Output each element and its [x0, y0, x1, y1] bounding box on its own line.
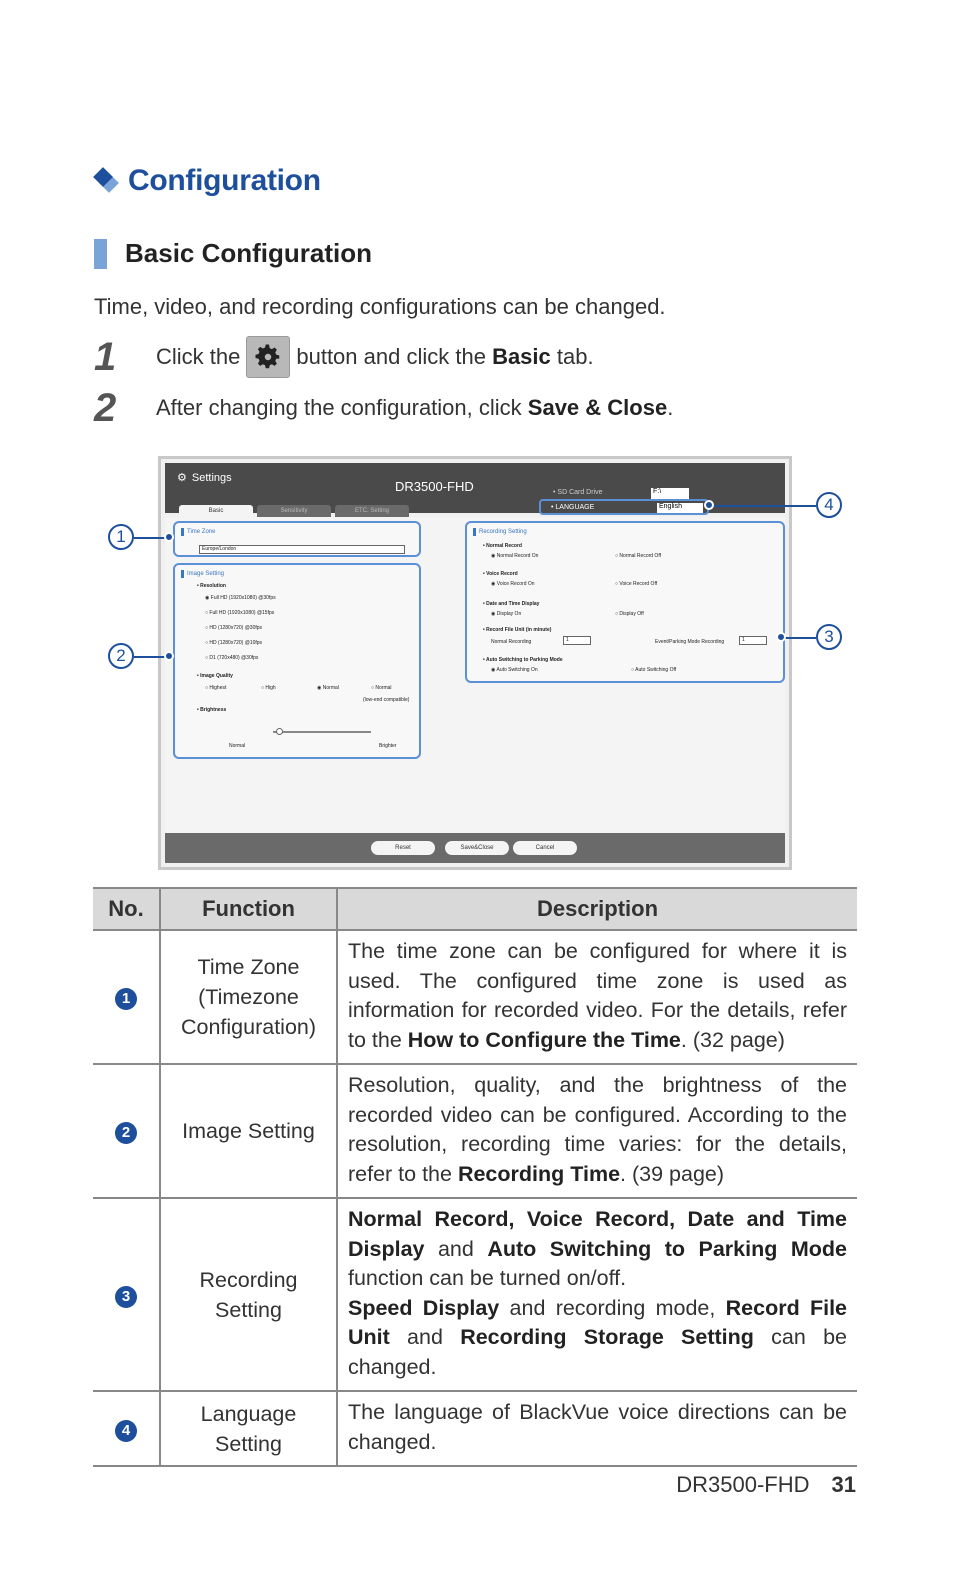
- page-title: Configuration: [128, 164, 321, 197]
- normal-record-off-radio[interactable]: ○ Normal Record Off: [615, 553, 662, 559]
- brightness-min-label: Normal: [229, 743, 246, 749]
- reset-button[interactable]: Reset: [371, 841, 435, 855]
- table-header-row: [93, 888, 857, 930]
- subheading-bar: [94, 239, 107, 269]
- quality-note: (low-end compatible): [363, 697, 410, 703]
- description-text: can be changed.: [348, 1325, 848, 1379]
- callout-dot: [704, 500, 714, 510]
- quality-option[interactable]: ○ Highest: [205, 685, 227, 691]
- step-bold: Save & Close: [527, 395, 668, 420]
- panel-title: Image Setting: [181, 570, 224, 578]
- record-file-unit-label: • Record File Unit (in minute): [483, 627, 552, 633]
- callout-dot: [164, 532, 174, 542]
- option-label: D1 (720x480) @30fps: [209, 655, 259, 661]
- function-line: Configuration): [180, 1015, 317, 1039]
- normal-record-label: • Normal Record: [483, 543, 522, 549]
- settings-tabs: [179, 505, 409, 517]
- row-number-badge: 2: [115, 1122, 137, 1144]
- resolution-option[interactable]: ○ HD (1280x720) @10fps: [205, 640, 263, 646]
- function-line: (Timezone: [198, 985, 299, 1009]
- image-quality-label: • Image Quality: [197, 673, 233, 679]
- slider-knob[interactable]: [276, 728, 283, 735]
- option-label: Full HD (1920x1080) @30fps: [210, 595, 276, 601]
- description-bold: Auto Switching to Parking Mode: [487, 1236, 847, 1261]
- option-label: Normal Record On: [496, 553, 539, 559]
- step-number: 1: [94, 335, 117, 379]
- page-number: 31: [831, 1472, 856, 1497]
- settings-screenshot: [158, 456, 792, 870]
- subsection-title: Basic Configuration: [125, 238, 373, 268]
- resolution-option[interactable]: ○ D1 (720x480) @30fps: [205, 655, 259, 661]
- description-bold: Record File Unit: [348, 1295, 848, 1349]
- option-label: Auto Switching On: [496, 667, 538, 673]
- section-heading: [94, 164, 321, 198]
- subsection-heading: [94, 238, 372, 269]
- step-text: After changing the configuration, click: [156, 395, 522, 420]
- callout-3: 3: [816, 624, 842, 650]
- language-select[interactable]: English: [657, 503, 703, 514]
- tab-sensitivity[interactable]: Sensitivity: [257, 505, 331, 517]
- resolution-option[interactable]: ○ HD (1280x720) @30fps: [205, 625, 263, 631]
- time-zone-select[interactable]: Europe/London: [199, 545, 405, 554]
- row-number-badge: 4: [115, 1420, 137, 1442]
- description-bold: How to Configure the Time: [407, 1027, 681, 1052]
- panel-title: Time Zone: [181, 528, 215, 536]
- resolution-option[interactable]: ○ Full HD (1920x1080) @15fps: [205, 610, 275, 616]
- normal-recording-label: Normal Recording: [491, 639, 532, 645]
- voice-record-label: • Voice Record: [483, 571, 518, 577]
- row-number-cell: [93, 930, 160, 1064]
- image-setting-panel: [173, 563, 421, 759]
- option-label: Auto Switching Off: [635, 667, 677, 673]
- function-cell: [160, 930, 337, 1064]
- description-text: . (39 page): [620, 1161, 725, 1186]
- sd-card-label: • SD Card Drive: [553, 489, 603, 496]
- description-text: and: [389, 1325, 461, 1349]
- language-highlight: [539, 499, 709, 515]
- description-text: Resolution, quality, and the brightness of the recorded video can be configured. According to the resolution, recording time varies: for the details, refer to the: [348, 1073, 847, 1186]
- table-row: [93, 1064, 857, 1198]
- function-line: Image Setting: [182, 1119, 315, 1143]
- tab-etc-setting[interactable]: ETC. Setting: [335, 505, 409, 517]
- cancel-button[interactable]: Cancel: [513, 841, 577, 855]
- callout-2: 2: [108, 643, 134, 669]
- resolution-option[interactable]: ◉ Full HD (1920x1080) @30fps: [205, 595, 276, 601]
- settings-content: [165, 517, 785, 833]
- step-text: tab.: [556, 344, 594, 369]
- settings-window-title: [177, 471, 232, 484]
- description-bold: Recording Time: [457, 1161, 621, 1186]
- option-label: Normal Record Off: [619, 553, 662, 559]
- step-text: button and click the: [296, 344, 486, 369]
- settings-footer: [165, 833, 785, 863]
- option-label: Display On: [496, 611, 522, 617]
- model-name: DR3500-FHD: [395, 479, 474, 494]
- display-on-radio[interactable]: ◉ Display On: [491, 611, 522, 617]
- callout-line: [134, 537, 168, 539]
- step-text: Click the: [156, 344, 241, 369]
- option-label: Voice Record On: [496, 581, 535, 587]
- option-label: HD (1280x720) @30fps: [209, 625, 263, 631]
- option-label: Normal: [322, 685, 339, 691]
- date-time-display-label: • Date and Time Display: [483, 601, 540, 607]
- step-bold: Basic: [492, 344, 551, 369]
- row-number-badge: 1: [115, 988, 137, 1010]
- row-number-cell: [93, 1064, 160, 1198]
- function-line: Recording: [199, 1267, 298, 1292]
- description-bold: Normal Record, Voice Record, Date and Time Display: [348, 1207, 847, 1261]
- option-label: Full HD (1920x1080) @15fps: [209, 610, 275, 616]
- quality-option[interactable]: ◉ Normal: [317, 685, 339, 691]
- description-cell: The language of BlackVue voice directions can be changed.: [337, 1391, 857, 1466]
- window-title-text: Settings: [191, 471, 232, 484]
- step-1: [94, 336, 594, 378]
- auto-switching-label: • Auto Switching to Parking Mode: [483, 657, 563, 663]
- step-text: .: [667, 395, 674, 420]
- normal-record-on-radio[interactable]: ◉ Normal Record On: [491, 553, 539, 559]
- callout-4: 4: [816, 492, 842, 518]
- option-label: Display Off: [619, 611, 644, 617]
- function-cell: [160, 1064, 337, 1198]
- display-off-radio[interactable]: ○ Display Off: [615, 611, 644, 617]
- page-footer: [676, 1472, 856, 1498]
- table-row: [93, 1391, 857, 1466]
- function-line: Language: [200, 1401, 297, 1426]
- description-cell: [337, 1064, 857, 1198]
- brightness-max-label: Brighter: [379, 743, 397, 749]
- brightness-label: • Brightness: [197, 707, 227, 713]
- function-cell: [160, 1391, 337, 1466]
- description-text: function can be turned on/off.: [348, 1266, 627, 1290]
- event-recording-unit-select[interactable]: 1: [739, 636, 767, 645]
- row-number-cell: [93, 1198, 160, 1391]
- settings-gear-icon: [246, 336, 290, 378]
- table-row: [93, 930, 857, 1064]
- event-recording-label: Event/Parking Mode Recording: [655, 639, 725, 645]
- quality-option[interactable]: ○ High: [261, 685, 276, 691]
- resolution-label: • Resolution: [197, 583, 226, 589]
- voice-record-on-radio[interactable]: ◉ Voice Record On: [491, 581, 535, 587]
- callout-line: [712, 505, 816, 507]
- description-bold: Recording Storage Setting: [460, 1325, 754, 1349]
- description-text: and recording mode,: [499, 1295, 726, 1320]
- description-text: The time zone can be configured for where it is used. The configured time zone is used as information for recorded video. For the details, refer to the: [348, 939, 847, 1052]
- function-table: [93, 887, 857, 1467]
- description-text: and: [424, 1236, 488, 1261]
- option-label: HD (1280x720) @10fps: [209, 640, 263, 646]
- option-label: Highest: [209, 685, 227, 691]
- function-line: Setting: [215, 1297, 282, 1322]
- brightness-slider[interactable]: [273, 731, 371, 733]
- description-text: . (32 page): [680, 1027, 785, 1052]
- footer-model: DR3500-FHD: [676, 1472, 810, 1497]
- description-cell: [337, 930, 857, 1064]
- normal-recording-unit-select[interactable]: 1: [563, 636, 591, 645]
- language-label: • LANGUAGE: [551, 504, 595, 511]
- intro-text: Time, video, and recording configurations can be changed.: [94, 294, 666, 319]
- callout-dot: [776, 632, 786, 642]
- row-number-badge: 3: [115, 1286, 137, 1308]
- table-row: [93, 1198, 857, 1391]
- description-bold: Speed Display: [348, 1295, 500, 1320]
- save-close-button[interactable]: Save&Close: [445, 841, 509, 855]
- row-number-cell: [93, 1391, 160, 1466]
- option-label: High: [265, 685, 276, 691]
- option-label: Voice Record Off: [619, 581, 658, 587]
- column-header: Function: [160, 888, 337, 930]
- auto-switching-off-radio[interactable]: ○ Auto Switching Off: [631, 667, 677, 673]
- callout-dot: [164, 651, 174, 661]
- option-label: Normal: [375, 685, 392, 691]
- function-line: Time Zone: [197, 955, 300, 979]
- step-number: 2: [94, 386, 117, 430]
- time-zone-panel: [173, 521, 421, 557]
- callout-line: [782, 637, 816, 639]
- tab-basic[interactable]: Basic: [179, 505, 253, 517]
- column-header: Description: [337, 888, 857, 930]
- step-2: [94, 388, 673, 428]
- panel-title: Recording Setting: [473, 528, 527, 536]
- callout-line: [134, 656, 168, 658]
- gear-icon: ⚙: [177, 472, 187, 484]
- sd-card-select[interactable]: F:\: [651, 488, 689, 499]
- diamond-bullet-icon: [94, 166, 120, 196]
- voice-record-off-radio[interactable]: ○ Voice Record Off: [615, 581, 658, 587]
- callout-1: 1: [108, 524, 134, 550]
- auto-switching-on-radio[interactable]: ◉ Auto Switching On: [491, 667, 538, 673]
- quality-option[interactable]: ○ Normal: [371, 685, 392, 691]
- function-line: Setting: [215, 1431, 282, 1456]
- column-header: No.: [93, 888, 160, 930]
- recording-setting-panel: [465, 521, 785, 683]
- function-cell: [160, 1198, 337, 1391]
- description-cell: [337, 1198, 857, 1391]
